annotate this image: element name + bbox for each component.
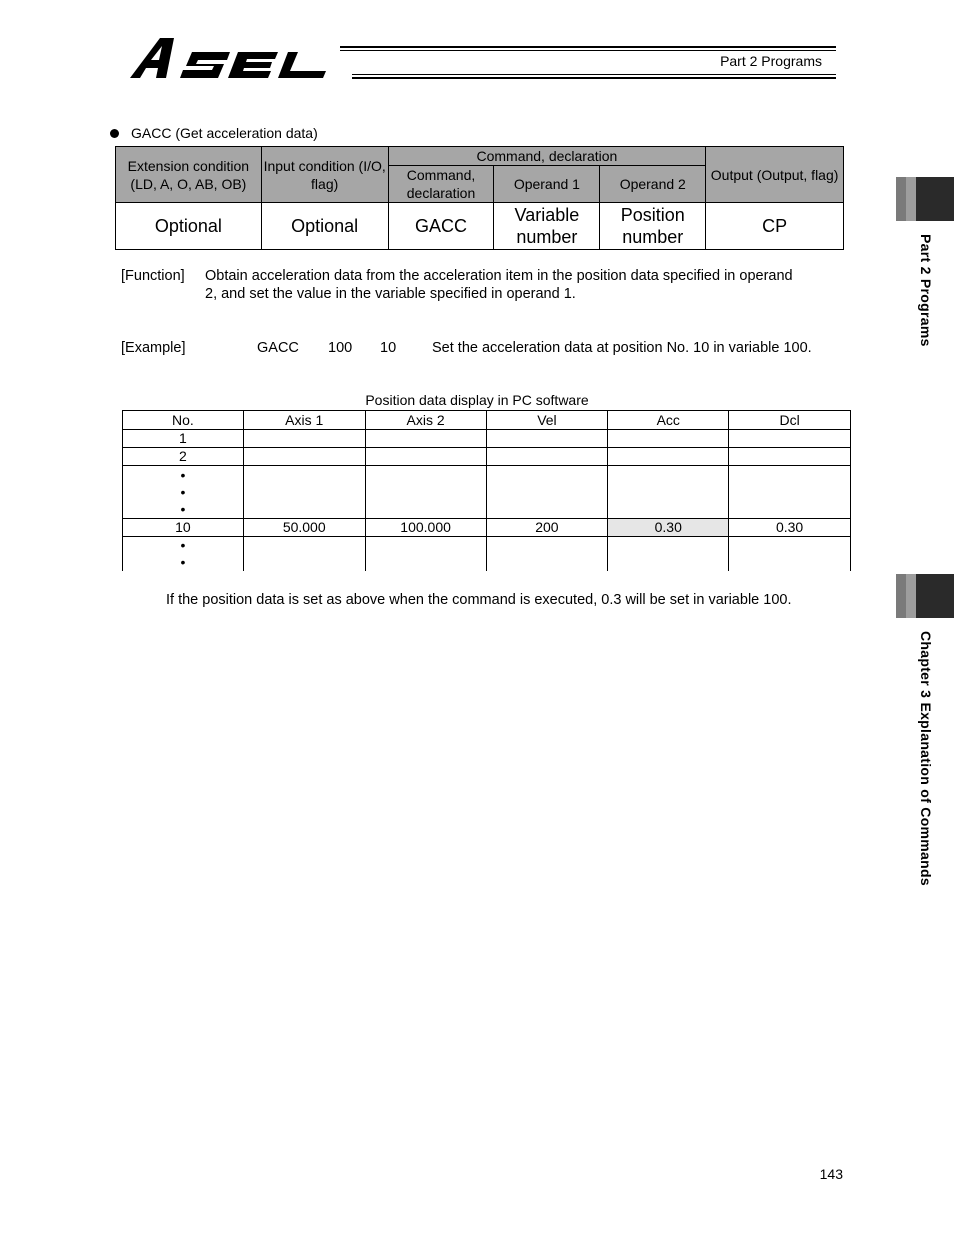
cell-extension: Optional [116, 203, 262, 250]
function-text [205, 267, 845, 303]
column-header: Axis 2 [365, 411, 486, 430]
table-cell [365, 430, 486, 448]
header-output: Output (Output, flag) [706, 147, 844, 203]
header-rule [340, 46, 836, 48]
cell-output: CP [706, 203, 844, 250]
header-command: Command, declaration [388, 166, 494, 203]
example-command: GACC [257, 340, 299, 356]
table-cell [365, 448, 486, 466]
column-header: Vel [486, 411, 608, 430]
column-header: Dcl [729, 411, 851, 430]
table-cell [486, 430, 608, 448]
position-table-caption: Position data display in PC software [365, 392, 589, 408]
table-row [123, 519, 851, 537]
table-header-row [123, 411, 851, 430]
table-cell: 1 [123, 430, 244, 448]
table-cell: 100.000 [365, 519, 486, 537]
function-text-line: Obtain acceleration data from the acceleration item in the position data specified in operand [205, 268, 793, 284]
header-part-label: Part 2 Programs [720, 53, 822, 69]
header-rule [340, 50, 836, 51]
side-tab-part-label: Part 2 Programs [918, 234, 934, 347]
header-extension: Extension condition (LD, A, O, AB, OB) [116, 147, 262, 203]
side-tab-chapter-label: Chapter 3 Explanation of Commands [918, 631, 934, 886]
column-header: Axis 1 [243, 411, 365, 430]
example-operand1: 100 [328, 340, 353, 356]
header-rule [352, 74, 836, 75]
table-cell: 10 [123, 519, 244, 537]
column-header: Acc [608, 411, 729, 430]
table-cell [729, 448, 851, 466]
side-tab-chapter [896, 574, 954, 618]
section-heading-text: GACC (Get acceleration data) [131, 125, 318, 141]
example-operand2: 10 [380, 340, 397, 356]
function-text-line: 2, and set the value in the variable specified in operand 1. [205, 286, 576, 302]
header-operand2: Operand 2 [600, 166, 706, 203]
header-rule [352, 77, 836, 79]
table-cell [486, 448, 608, 466]
header-operand1: Operand 1 [494, 166, 600, 203]
cell-input: Optional [261, 203, 388, 250]
section-heading [110, 125, 318, 141]
position-table [122, 410, 851, 571]
xsel-logo [126, 34, 350, 80]
ellipsis-cell [123, 466, 244, 519]
ellipsis-dot: • [180, 483, 186, 500]
ellipsis-cell [123, 537, 244, 572]
cell-operand2: Position number [600, 203, 706, 250]
table-cell-highlighted: 0.30 [608, 519, 729, 537]
bullet-icon [110, 129, 119, 138]
ellipsis-dot: • [180, 554, 186, 570]
table-row [123, 448, 851, 466]
table-row [123, 430, 851, 448]
table-cell: 2 [123, 448, 244, 466]
example-label: [Example] [121, 340, 186, 356]
ellipsis-dot: • [180, 466, 186, 483]
table-cell: 50.000 [243, 519, 365, 537]
cell-command: GACC [388, 203, 494, 250]
ellipsis-dot: • [180, 500, 186, 517]
note-text: If the position data is set as above when the command is executed, 0.3 will be set in variable 100. [166, 592, 792, 608]
ellipsis-row [123, 537, 851, 572]
table-cell: 0.30 [729, 519, 851, 537]
page-number: 143 [819, 1166, 843, 1182]
side-tab-part [896, 177, 954, 221]
ellipsis-row [123, 466, 851, 519]
table-cell: 200 [486, 519, 608, 537]
table-cell [608, 448, 729, 466]
table-cell [243, 448, 365, 466]
column-header: No. [123, 411, 244, 430]
table-cell [243, 430, 365, 448]
function-label: [Function] [121, 268, 185, 284]
table-cell [608, 430, 729, 448]
ellipsis-dot: • [180, 537, 186, 553]
cell-operand1: Variable number [494, 203, 600, 250]
header-input: Input condition (I/O, flag) [261, 147, 388, 203]
example-description: Set the acceleration data at position No. 10 in variable 100. [432, 340, 812, 356]
command-table [115, 146, 844, 250]
table-cell [729, 430, 851, 448]
header-command-group: Command, declaration [388, 147, 706, 166]
